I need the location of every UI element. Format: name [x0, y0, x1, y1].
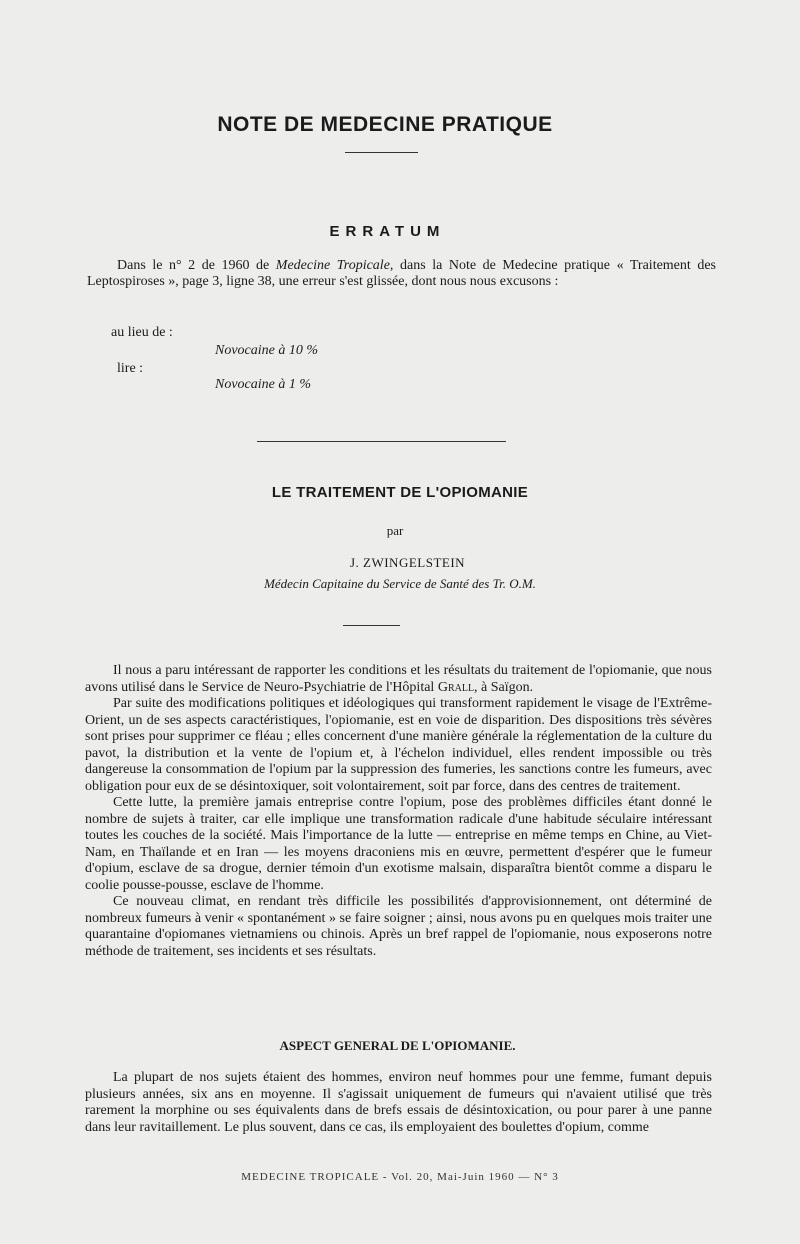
paragraph-climate: Ce nouveau climat, en rendant très difficile les possibilités d'approvisionnement, ont déterminé de nombreux fumeurs à venir « spontanément » se faire soigner ; ainsi, nous avons pu en quelques mois traiter une quarantaine d'opiomanes vietnamiens ou chinois. Après un bref rappel de l'opiomanie, nous exposerons notre méthode de traitement, ses incidents et ses résultats. — [85, 894, 712, 959]
instead-value: Novocaine à 10 % — [215, 343, 319, 358]
author-affiliation: Médecin Capitaine du Service de Santé des Tr. O.M. — [264, 576, 536, 591]
read-value: Novocaine à 1 % — [215, 377, 312, 392]
page-title: NOTE DE MEDECINE PRATIQUE — [217, 113, 553, 136]
byline-par: par — [386, 523, 404, 538]
author-rule — [343, 625, 400, 626]
paragraph-struggle: Cette lutte, la première jamais entreprise contre l'opium, pose des problèmes difficiles étant donné le nombre de sujets à traiter, car elle implique une transformation radicale d'une habitude séculaire intéressant toutes les couches de la société. Mais l'importance de la lutte — entreprise en même temps en Chine, au Viet-Nam, en Thaïlande et en Iran — les moyens draconiens mis en œuvre, permettent d'espérer que le fumeur d'opium, esclave de sa drogue, dernier témoin d'un exotisme malsain, disparaîtra bientôt comme a disparu le coolie pousse-pousse, esclave de l'homme. — [85, 795, 712, 893]
erratum-heading: ERRATUM — [329, 223, 446, 240]
page-footer: MEDECINE TROPICALE - Vol. 20, Mai-Juin 1960 — N° 3 — [241, 1171, 559, 1183]
erratum-journal: Medecine Tropicale — [275, 258, 390, 273]
article-body — [85, 663, 712, 960]
paragraph-context: Par suite des modifications politiques et idéologiques qui transforment rapidement le visage de l'Extrême-Orient, un de ses aspects caractéristiques, l'opiomanie, est en voie de disparition. Des dispositions très sévères sont prises pour supprimer ce fléau ; elles concernent d'une manière générale la réglementation de la culture du pavot, la distribution et la vente de l'opium et, à l'échelon individuel, elles rendent impossible ou très dangereuse la consommation de l'opium par la suppression des fumeries, les sanctions contre les fumeurs, avec obligation pour eux de se désintoxiquer, soit volontairement, soit par force, dans des centres de traitement. — [85, 696, 712, 794]
read-label: lire : — [117, 361, 144, 376]
hospital-name: Grall — [437, 679, 475, 695]
erratum-text-before: Dans le n° 2 de 1960 de — [117, 258, 276, 273]
intro-text-a: Il nous a paru intéressant de rapporter les conditions et les résultats du traitement de l'opiomanie, que nous avons utilisé dans le Service de Neuro-Psychiatrie de l'Hôpital — [85, 663, 712, 695]
paragraph-subjects: La plupart de nos sujets étaient des hommes, environ neuf hommes pour une femme, fumant depuis plusieurs années, six ans en moyenne. Il s'agissait uniquement de fumeurs qui n'avaient utilisé que très rarement la morphine ou ses équivalents dans de brefs essais de désintoxication, ou pour parer à une panne dans leur ravitaillement. Le plus souvent, dans ce cas, ils employaient des boulettes d'opium, comme — [85, 1070, 712, 1135]
article-title: LE TRAITEMENT DE L'OPIOMANIE — [271, 484, 529, 501]
intro-text-b: , à Saïgon. — [474, 679, 534, 695]
title-rule — [345, 152, 418, 153]
erratum-paragraph — [87, 258, 716, 290]
instead-label: au lieu de : — [111, 325, 173, 340]
article-body-continued — [85, 1070, 712, 1136]
section-heading: ASPECT GENERAL DE L'OPIOMANIE. — [279, 1038, 516, 1053]
paragraph-intro — [85, 663, 712, 696]
author-name: J. ZWINGELSTEIN — [349, 555, 466, 570]
erratum-divider — [257, 441, 506, 442]
erratum-text-after: , dans la Note de Medecine pratique « Traitement des Leptospiroses », page 3, ligne 38, une erreur s'est glissée, dont nous nous excusons : — [87, 258, 717, 289]
